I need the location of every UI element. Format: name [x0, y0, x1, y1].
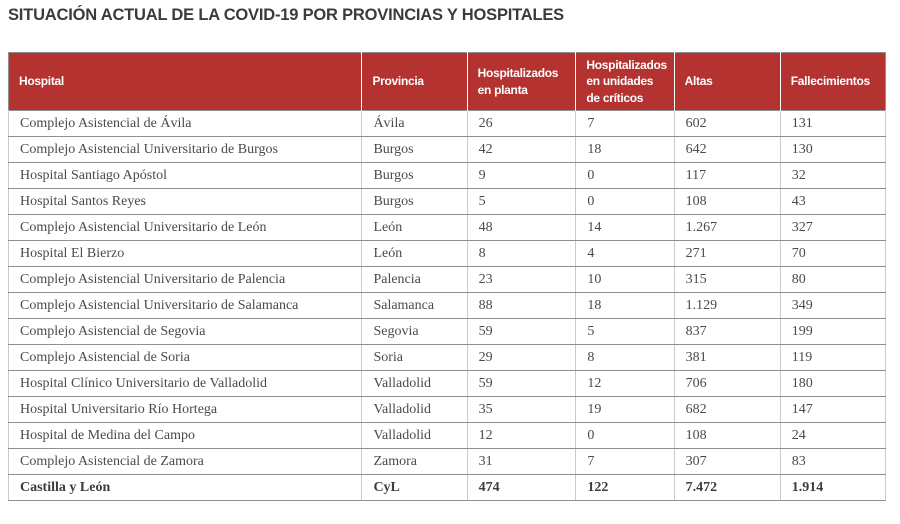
total-hospitalizados-criticos: 122 — [576, 475, 674, 501]
column-header-hospitalizados-criticos: Hospitalizados en unidades de críticos — [576, 53, 674, 111]
table-cell: Complejo Asistencial de Soria — [9, 345, 362, 371]
total-provincia: CyL — [362, 475, 467, 501]
table-cell: Hospital Santos Reyes — [9, 189, 362, 215]
table-cell: 327 — [780, 215, 885, 241]
column-header-hospitalizados-planta: Hospitalizados en planta — [467, 53, 576, 111]
table-cell: Ávila — [362, 111, 467, 137]
table-cell: 0 — [576, 189, 674, 215]
column-header-altas: Altas — [674, 53, 780, 111]
table-cell: Valladolid — [362, 371, 467, 397]
table-row — [9, 397, 886, 423]
table-cell: 12 — [467, 423, 576, 449]
table-cell: 7 — [576, 111, 674, 137]
table-cell: 18 — [576, 293, 674, 319]
table-cell: 59 — [467, 371, 576, 397]
table-cell: Burgos — [362, 163, 467, 189]
table-cell: Segovia — [362, 319, 467, 345]
table-cell: 706 — [674, 371, 780, 397]
table-cell: Hospital El Bierzo — [9, 241, 362, 267]
table-cell: Complejo Asistencial Universitario de Salamanca — [9, 293, 362, 319]
table-cell: Zamora — [362, 449, 467, 475]
table-cell: Hospital de Medina del Campo — [9, 423, 362, 449]
table-cell: 7 — [576, 449, 674, 475]
table-cell: Burgos — [362, 189, 467, 215]
total-row — [9, 475, 886, 501]
table-cell: 837 — [674, 319, 780, 345]
table-cell: Complejo Asistencial de Zamora — [9, 449, 362, 475]
total-region-label: Castilla y León — [9, 475, 362, 501]
page-title: SITUACIÓN ACTUAL DE LA COVID-19 POR PROVINCIAS Y HOSPITALES — [8, 6, 564, 24]
table-cell: Burgos — [362, 137, 467, 163]
table-cell: 48 — [467, 215, 576, 241]
table-cell: Soria — [362, 345, 467, 371]
header-row — [9, 53, 886, 111]
table-cell: 80 — [780, 267, 885, 293]
table-cell: 10 — [576, 267, 674, 293]
table-body — [9, 111, 886, 475]
table-row — [9, 189, 886, 215]
table-row — [9, 345, 886, 371]
table-cell: 602 — [674, 111, 780, 137]
table-cell: 42 — [467, 137, 576, 163]
table-cell: 147 — [780, 397, 885, 423]
table-cell: 12 — [576, 371, 674, 397]
table-row — [9, 293, 886, 319]
table-cell: 682 — [674, 397, 780, 423]
covid-hospitals-table — [8, 52, 886, 501]
column-header-provincia: Provincia — [362, 53, 467, 111]
table-cell: 642 — [674, 137, 780, 163]
table-cell: 131 — [780, 111, 885, 137]
table-cell: 26 — [467, 111, 576, 137]
table-row — [9, 449, 886, 475]
column-header-fallecimientos: Fallecimientos — [780, 53, 885, 111]
table-cell: Complejo Asistencial de Segovia — [9, 319, 362, 345]
table-cell: Complejo Asistencial Universitario de León — [9, 215, 362, 241]
table-cell: 8 — [467, 241, 576, 267]
table-cell: 0 — [576, 423, 674, 449]
table-cell: 31 — [467, 449, 576, 475]
table-row — [9, 163, 886, 189]
table-row — [9, 241, 886, 267]
table-cell: 315 — [674, 267, 780, 293]
table-cell: 35 — [467, 397, 576, 423]
table-row — [9, 111, 886, 137]
table-row — [9, 215, 886, 241]
table-cell: 381 — [674, 345, 780, 371]
table-cell: Valladolid — [362, 397, 467, 423]
table-cell: 8 — [576, 345, 674, 371]
table-cell: 14 — [576, 215, 674, 241]
table-cell: 83 — [780, 449, 885, 475]
table-cell: Palencia — [362, 267, 467, 293]
table-cell: Valladolid — [362, 423, 467, 449]
table-cell: Complejo Asistencial Universitario de Palencia — [9, 267, 362, 293]
table-cell: 88 — [467, 293, 576, 319]
total-altas: 7.472 — [674, 475, 780, 501]
table-cell: 5 — [576, 319, 674, 345]
table-cell: Hospital Universitario Río Hortega — [9, 397, 362, 423]
table-cell: Complejo Asistencial Universitario de Burgos — [9, 137, 362, 163]
table-cell: 117 — [674, 163, 780, 189]
table-cell: 70 — [780, 241, 885, 267]
total-fallecimientos: 1.914 — [780, 475, 885, 501]
table-cell: León — [362, 241, 467, 267]
table-cell: 130 — [780, 137, 885, 163]
table-cell: 29 — [467, 345, 576, 371]
table-cell: 5 — [467, 189, 576, 215]
table-cell: 43 — [780, 189, 885, 215]
column-header-hospital: Hospital — [9, 53, 362, 111]
table-cell: 19 — [576, 397, 674, 423]
table-cell: 32 — [780, 163, 885, 189]
table-cell: 1.129 — [674, 293, 780, 319]
table-cell: 18 — [576, 137, 674, 163]
table-row — [9, 319, 886, 345]
table-cell: 24 — [780, 423, 885, 449]
table-cell: 119 — [780, 345, 885, 371]
table-cell: 271 — [674, 241, 780, 267]
table-cell: 1.267 — [674, 215, 780, 241]
table-row — [9, 137, 886, 163]
table-row — [9, 423, 886, 449]
table-cell: 108 — [674, 189, 780, 215]
table-cell: 23 — [467, 267, 576, 293]
table-cell: 9 — [467, 163, 576, 189]
table-cell: Salamanca — [362, 293, 467, 319]
table-cell: 199 — [780, 319, 885, 345]
table-cell: 59 — [467, 319, 576, 345]
table-cell: 108 — [674, 423, 780, 449]
total-hospitalizados-planta: 474 — [467, 475, 576, 501]
table-cell: 180 — [780, 371, 885, 397]
table-cell: León — [362, 215, 467, 241]
table-cell: Hospital Santiago Apóstol — [9, 163, 362, 189]
table-row — [9, 371, 886, 397]
table-cell: Hospital Clínico Universitario de Valladolid — [9, 371, 362, 397]
table-row — [9, 267, 886, 293]
table-cell: 4 — [576, 241, 674, 267]
table-cell: 307 — [674, 449, 780, 475]
table-cell: 349 — [780, 293, 885, 319]
table-cell: Complejo Asistencial de Ávila — [9, 111, 362, 137]
table-cell: 0 — [576, 163, 674, 189]
